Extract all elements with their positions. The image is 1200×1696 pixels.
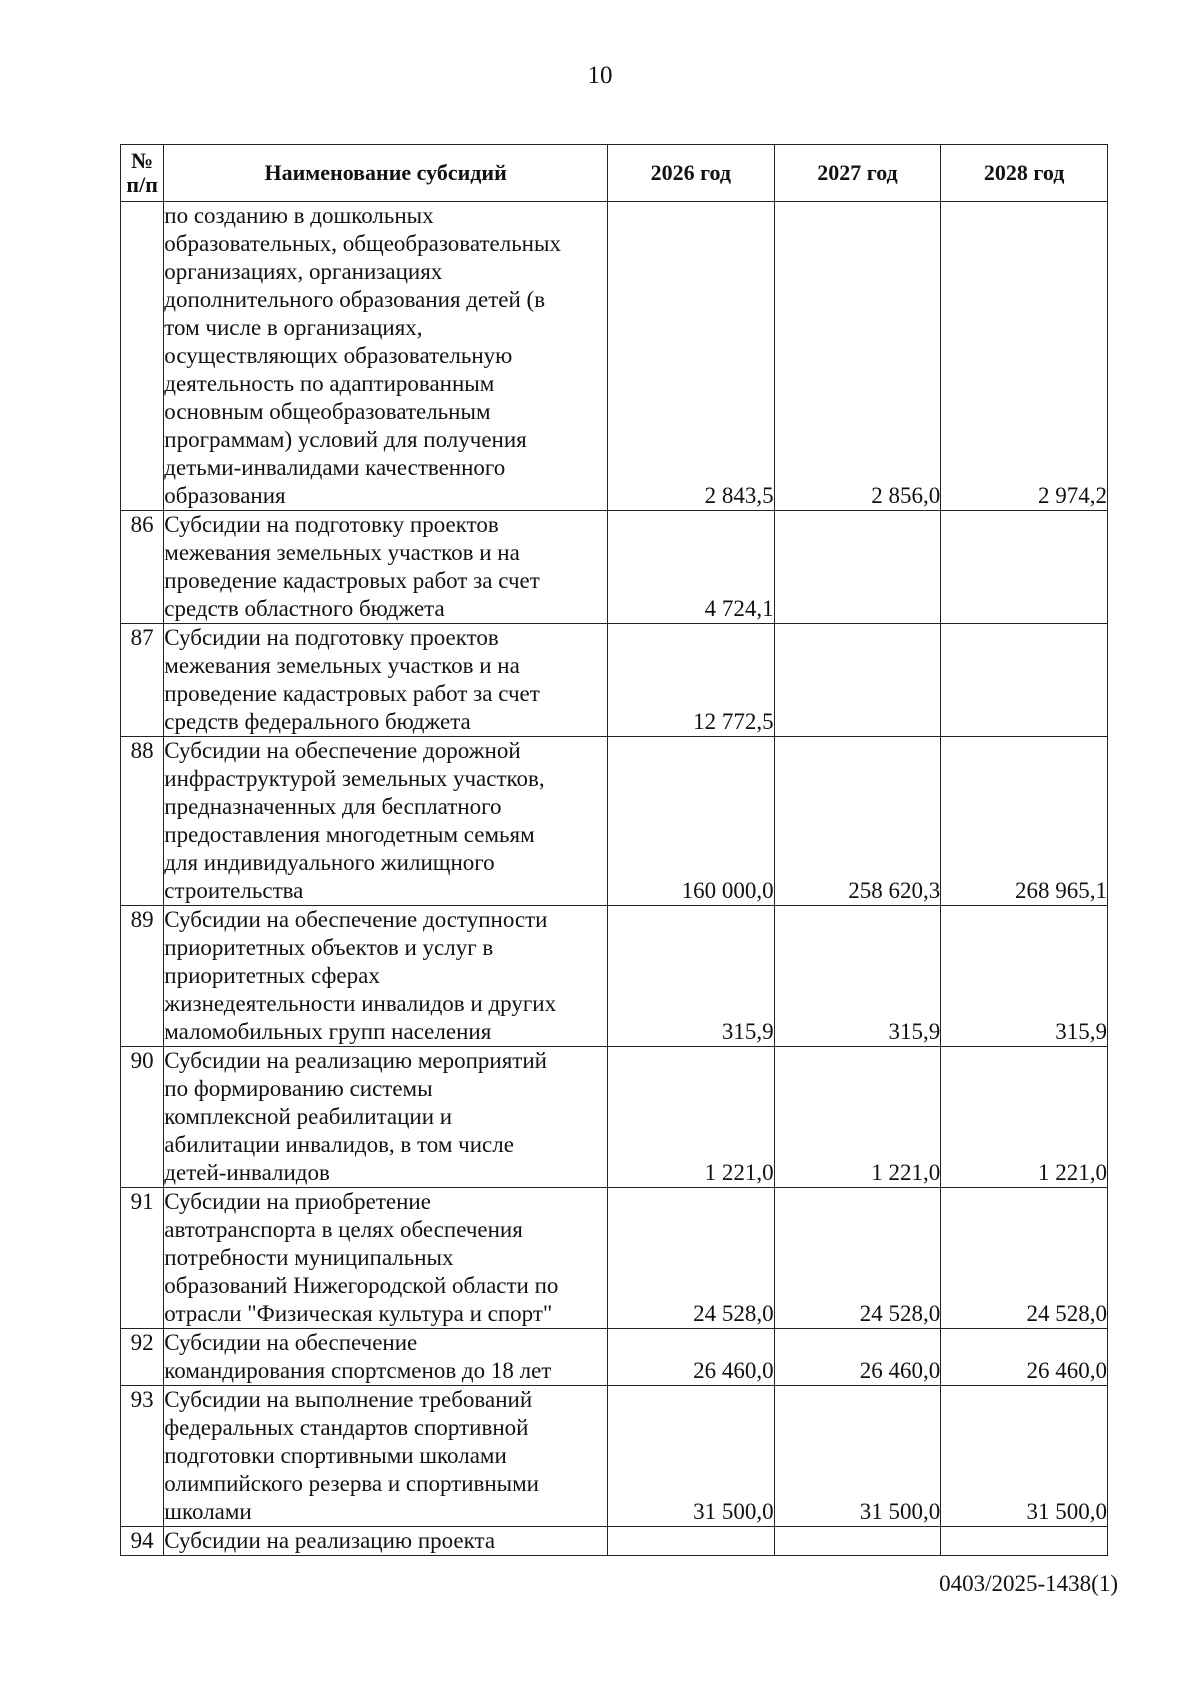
row-value-2028: 268 965,1 — [941, 737, 1108, 906]
row-value-2026: 4 724,1 — [607, 511, 774, 624]
table-header-row — [121, 145, 1108, 202]
row-value-2026: 12 772,5 — [607, 624, 774, 737]
row-subsidy-name: Субсидии на обеспечение дорожной инфраструктурой земельных участков, предназначенных для бесплатного предоставления многодетным семьям для индивидуального жилищного строительства — [164, 737, 608, 906]
row-subsidy-name: Субсидии на реализацию проекта — [164, 1527, 608, 1556]
row-number: 91 — [121, 1188, 164, 1329]
row-subsidy-name: Субсидии на подготовку проектов межевания земельных участков и на проведение кадастровых работ за счет средств федерального бюджета — [164, 624, 608, 737]
row-subsidy-name: Субсидии на обеспечение доступности приоритетных объектов и услуг в приоритетных сферах жизнедеятельности инвалидов и других маломобильных групп населения — [164, 906, 608, 1047]
row-number — [121, 202, 164, 511]
row-value-2028 — [941, 511, 1108, 624]
row-value-2026: 160 000,0 — [607, 737, 774, 906]
row-number: 88 — [121, 737, 164, 906]
row-value-2028: 315,9 — [941, 906, 1108, 1047]
row-value-2027 — [774, 511, 941, 624]
header-number: № п/п — [121, 145, 164, 202]
subsidies-table — [120, 144, 1108, 1556]
table-row — [121, 1386, 1108, 1527]
row-number: 90 — [121, 1047, 164, 1188]
row-value-2027 — [774, 1527, 941, 1556]
row-subsidy-name: Субсидии на реализацию мероприятий по формированию системы комплексной реабилитации и абилитации инвалидов, в том числе детей-инвалидов — [164, 1047, 608, 1188]
table-row — [121, 1527, 1108, 1556]
row-value-2028 — [941, 1527, 1108, 1556]
row-value-2026 — [607, 1527, 774, 1556]
table-row — [121, 624, 1108, 737]
row-value-2027: 315,9 — [774, 906, 941, 1047]
header-2028: 2028 год — [941, 145, 1108, 202]
row-number: 93 — [121, 1386, 164, 1527]
row-value-2028: 24 528,0 — [941, 1188, 1108, 1329]
document-code: 0403/2025-1438(1) — [939, 1571, 1118, 1596]
row-value-2026: 31 500,0 — [607, 1386, 774, 1527]
row-value-2028: 2 974,2 — [941, 202, 1108, 511]
header-2026: 2026 год — [607, 145, 774, 202]
row-subsidy-name: по созданию в дошкольных образовательных, общеобразовательных организациях, организациях дополнительного образования детей (в том числе в организациях, осуществляющих образовательную деятельность по адаптированным основным общеобразовательным программам) условий для получения детьми-инвалидами качественного образования — [164, 202, 608, 511]
row-value-2026: 315,9 — [607, 906, 774, 1047]
row-value-2028 — [941, 624, 1108, 737]
row-number: 86 — [121, 511, 164, 624]
page-number: 10 — [587, 62, 613, 89]
row-value-2027 — [774, 624, 941, 737]
table-row — [121, 511, 1108, 624]
row-subsidy-name: Субсидии на подготовку проектов межевания земельных участков и на проведение кадастровых работ за счет средств областного бюджета — [164, 511, 608, 624]
row-value-2027: 2 856,0 — [774, 202, 941, 511]
row-number: 92 — [121, 1329, 164, 1386]
header-2027: 2027 год — [774, 145, 941, 202]
table-row — [121, 1188, 1108, 1329]
row-value-2027: 24 528,0 — [774, 1188, 941, 1329]
table-row — [121, 737, 1108, 906]
row-value-2027: 258 620,3 — [774, 737, 941, 906]
row-value-2026: 26 460,0 — [607, 1329, 774, 1386]
table-row — [121, 1329, 1108, 1386]
table-row — [121, 906, 1108, 1047]
row-number: 94 — [121, 1527, 164, 1556]
table-row — [121, 1047, 1108, 1188]
row-value-2027: 31 500,0 — [774, 1386, 941, 1527]
table-row — [121, 202, 1108, 511]
row-value-2026: 24 528,0 — [607, 1188, 774, 1329]
row-value-2026: 2 843,5 — [607, 202, 774, 511]
row-number: 87 — [121, 624, 164, 737]
header-subsidy-name: Наименование субсидий — [164, 145, 608, 202]
row-value-2028: 1 221,0 — [941, 1047, 1108, 1188]
row-number: 89 — [121, 906, 164, 1047]
row-value-2027: 1 221,0 — [774, 1047, 941, 1188]
row-value-2027: 26 460,0 — [774, 1329, 941, 1386]
row-subsidy-name: Субсидии на приобретение автотранспорта в целях обеспечения потребности муниципальных образований Нижегородской области по отрасли "Физическая культура и спорт" — [164, 1188, 608, 1329]
row-value-2028: 31 500,0 — [941, 1386, 1108, 1527]
row-subsidy-name: Субсидии на выполнение требований федеральных стандартов спортивной подготовки спортивными школами олимпийского резерва и спортивными школами — [164, 1386, 608, 1527]
row-value-2028: 26 460,0 — [941, 1329, 1108, 1386]
row-value-2026: 1 221,0 — [607, 1047, 774, 1188]
row-subsidy-name: Субсидии на обеспечение командирования спортсменов до 18 лет — [164, 1329, 608, 1386]
